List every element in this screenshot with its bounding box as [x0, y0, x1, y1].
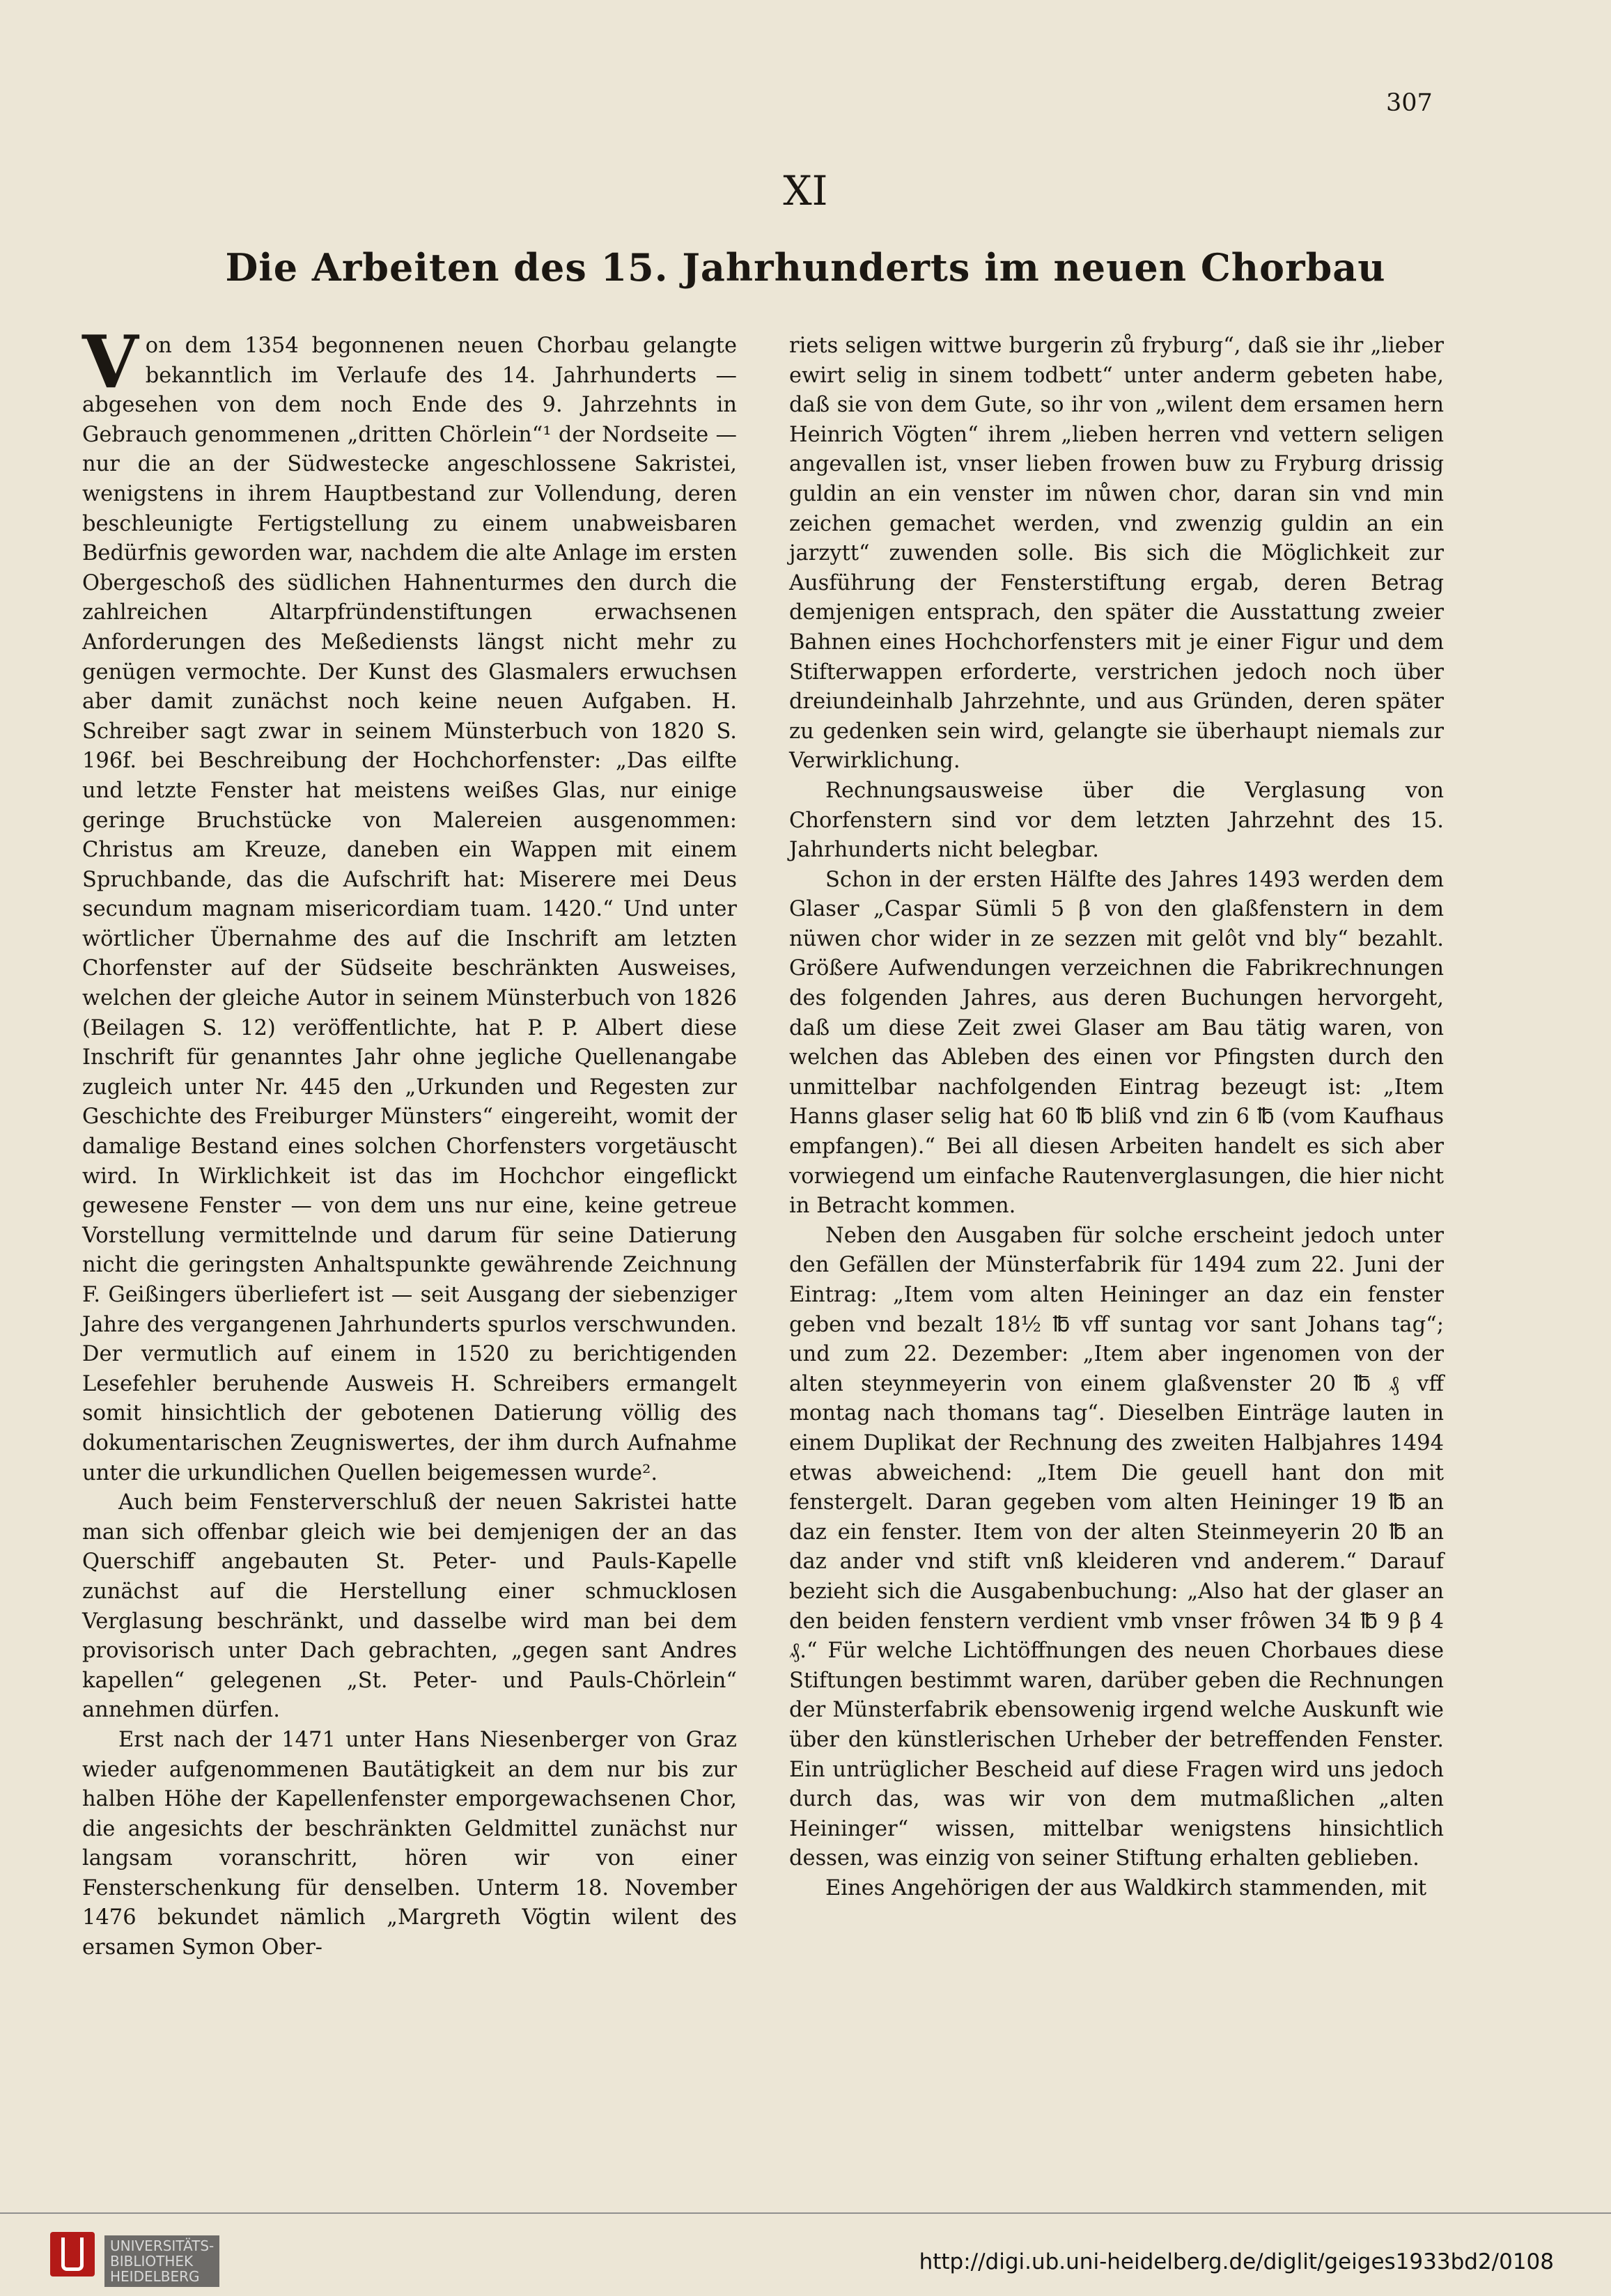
library-name — [104, 2235, 219, 2287]
library-logo-icon — [50, 2232, 95, 2277]
right-column — [789, 331, 1444, 1903]
paragraph: Auch beim Fensterverschluß der neuen Sakristei hatte man sich offenbar gleich wie bei demjenigen der an das Querschiff angebauten St. Peter- und Pauls-Kapelle zunächst auf die Herstellung einer schmucklosen Verglasung beschränkt, und dasselbe wird man bei dem provisorisch unter Dach gebrachten, „gegen sant Andres kapellen“ gelegenen „St. Peter- und Pauls-Chörlein“ annehmen dürfen. — [82, 1490, 737, 1723]
paragraph: Schon in der ersten Hälfte des Jahres 1493 werden dem Glaser „Caspar Sümli 5 β von den glaßfenstern in dem nüwen chor wider in ze sezzen mit gelôt vnd bly“ bezahlt. Größere Aufwendungen verzeichnen die Fabrikrechnungen des folgenden Jahres, aus deren Buchungen hervorgeht, daß um diese Zeit zwei Glaser am Bau tätig waren, von welchen das Ableben des einen vor Pfingsten durch den unmittelbar nachfolgenden Eintrag bezeugt ist: „Item Hanns glaser selig hat 60 ℔ bliß vnd zin 6 ℔ (vom Kaufhaus empfangen).“ Bei all diesen Arbeiten handelt es sich aber vorwiegend um einfache Rautenverglasungen, die hier nicht in Betracht kommen. — [789, 867, 1444, 1219]
left-column — [82, 319, 737, 1963]
library-name-line: HEIDELBERG — [110, 2268, 200, 2285]
drop-cap: V — [82, 319, 139, 405]
chapter-number: XI — [783, 167, 828, 214]
paragraph-text: on dem 1354 begonnenen neuen Chorbau gelangte bekanntlich im Verlaufe des 14. Jahrhunderts — abgesehen von dem noch Ende des 9. Jahrzehnts in Gebrauch genommenen „dritten Chörlein“¹ der Nordseite — nur die an der Südwestecke angeschlossene Sakristei, wenigstens in ihrem Hauptbestand zur Vollendung, deren beschleunigte Fertigstellung zu einem unabweisbaren Bedürfnis geworden war, nachdem die alte Anlage im ersten Obergeschoß des südlichen Hahnenturmes den durch die zahlreichen Altarpfründenstiftungen erwachsenen Anforderungen des Meßediensts längst nicht mehr zu genügen vermochte. Der Kunst des Glasmalers erwuchsen aber damit zunächst noch keine neuen Aufgaben. H. Schreiber sagt zwar in seinem Münsterbuch von 1820 S. 196f. bei Beschreibung der Hochchorfenster: „Das eilfte und letzte Fenster hat meistens weißes Glas, nur einige geringe Bruchstücke von Malereien ausgenommen: Christus am Kreuze, daneben ein Wappen mit einem Spruchbande, das die Aufschrift hat: Miserere mei Deus secundum magnam misericordiam tuam. 1420.“ Und unter wörtlicher Übernahme des auf die Inschrift am letzten Chorfenster auf der Südseite beschränkten Ausweises, welchen der gleiche Autor in seinem Münsterbuch von 1826 (Beilagen S. 12) veröffentlichte, hat P. P. Albert diese Inschrift für genanntes Jahr ohne jegliche Quellenangabe zugleich unter Nr. 445 den „Urkunden und Regesten zur Geschichte des Freiburger Münsters“ eingereiht, womit der damalige Bestand eines solchen Chorfensters vorgetäuscht wird. In Wirklichkeit ist das im Hochchor eingeflickt gewesene Fenster — von dem uns nur eine, keine getreue Vorstellung vermittelnde und darum für seine Datierung nicht die geringsten Anhaltspunkte gewährende Zeichnung F. Geißingers überliefert ist — seit Ausgang der siebenziger Jahre des vergangenen Jahrhunderts spurlos verschwunden. Der vermutlich auf einem in 1520 zu berichtigenden Lesefehler beruhende Ausweis H. Schreibers ermangelt somit hinsichtlich der gebotenen Datierung völlig des dokumentarischen Zeugniswertes, der ihm durch Aufnahme unter die urkundlichen Quellen beigemessen wurde². — [82, 334, 737, 1485]
paragraph: riets seligen wittwe burgerin zů fryburg“, daß sie ihr „lieber ewirt selig in sinem todbett“ unter anderm gebeten habe, daß sie von dem Gute, so ihr von „wilent dem ersamen hern Heinrich Vögten“ ihrem „lieben herren vnd vettern seligen angevallen ist, vnser lieben frowen buw zu Fryburg drissig guldin an ein venster im nůwen chor, daran sin vnd min zeichen gemachet werden, vnd zwenzig guldin an ein jarzytt“ zuwenden solle. Bis sich die Möglichkeit zur Ausführung der Fensterstiftung ergab, deren Betrag demjenigen entsprach, den später die Ausstattung zweier Bahnen eines Hochchorfensters mit je einer Figur und dem Stifterwappen erforderte, verstrichen jedoch noch über dreiundeinhalb Jahrzehnte, und aus Gründen, deren später zu gedenken sein wird, gelangte sie überhaupt niemals zur Verwirklichung. — [789, 334, 1444, 774]
page-number: 307 — [1386, 89, 1433, 117]
source-url[interactable]: http://digi.ub.uni-heidelberg.de/diglit/geiges1933bd2/0108 — [919, 2249, 1554, 2274]
library-name-line: BIBLIOTHEK — [110, 2253, 194, 2270]
paragraph — [82, 319, 737, 1488]
library-name-line: UNIVERSITÄTS- — [110, 2238, 215, 2254]
footer-divider — [0, 2212, 1611, 2214]
chapter-title: Die Arbeiten des 15. Jahrhunderts im neuen Chorbau — [225, 245, 1386, 290]
paragraph: Neben den Ausgaben für solche erscheint jedoch unter den Gefällen der Münsterfabrik für 1494 zum 22. Juni der Eintrag: „Item vom alten Heininger an daz ein fenster geben vnd bezalt 18½ ℔ vff suntag vor sant Johans tag“; und zum 22. Dezember: „Item aber ingenomen von der alten steynmeyerin von einem glaßvenster 20 ℔ ₰ vff montag nach thomans tag“. Dieselben Einträge lauten in einem Duplikat der Rechnung des zweiten Halbjahres 1494 etwas abweichend: „Item Die geuell hant don mit fenstergelt. Daran gegeben vom alten Heininger 19 ℔ an daz ein fenster. Item von der alten Steinmeyerin 20 ℔ an daz ander vnd stift vnß kleideren vnd anderem.“ Darauf bezieht sich die Ausgabenbuchung: „Also hat der glaser an den beiden fenstern verdient vmb vnser frôwen 34 ℔ 9 β 4 ₰.“ Für welche Lichtöffnungen des neuen Chorbaues diese Stiftungen bestimmt waren, darüber geben die Rechnungen der Münsterfabrik ebensowenig irgend welche Auskunft wie über den künstlerischen Urheber der betreffenden Fenster. Ein untrüglicher Bescheid auf diese Fragen wird uns jedoch durch das, was wir von dem mutmaßlichen „alten Heininger“ wissen, mittelbar wenigstens hinsichtlich dessen, was einzig von seiner Stiftung erhalten geblieben. — [789, 1223, 1444, 1871]
paragraph: Erst nach der 1471 unter Hans Niesenberger von Graz wieder aufgenommenen Bautätigkeit an dem nur bis zur halben Höhe der Kapellenfenster emporgewachsenen Chor, die angesichts der beschränkten Geldmittel zunächst nur langsam voranschritt, hören wir von einer Fensterschenkung für denselben. Unterm 18. November 1476 bekundet nämlich „Margreth Vögtin wilent des ersamen Symon Ober- — [82, 1727, 737, 1960]
paragraph: Rechnungsausweise über die Verglasung von Chorfenstern sind vor dem letzten Jahrzehnt des 15. Jahrhunderts nicht belegbar. — [789, 778, 1444, 863]
paragraph: Eines Angehörigen der aus Waldkirch stammenden, mit — [825, 1875, 1427, 1900]
